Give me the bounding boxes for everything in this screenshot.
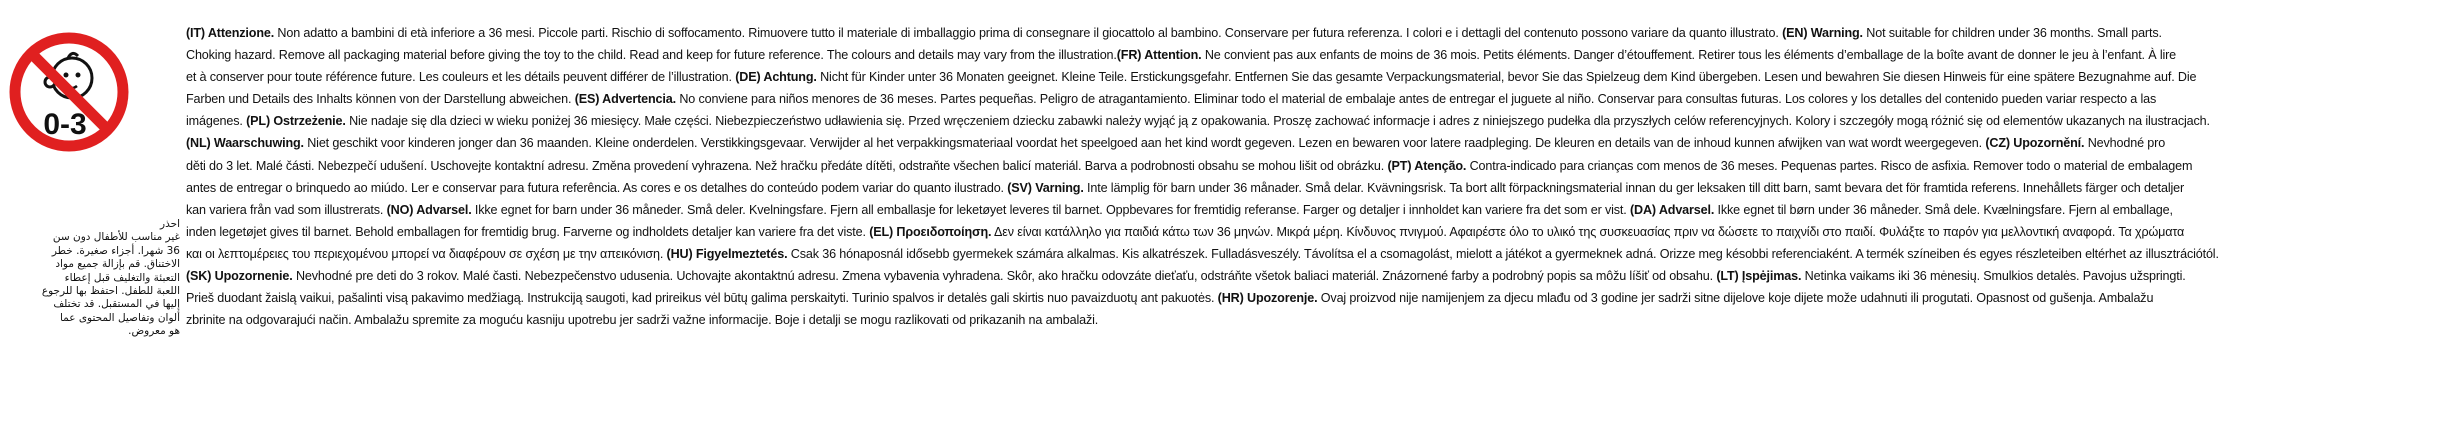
warning-text: Not suitable for children under 36 months. Small parts. — [1862, 26, 2162, 40]
language-heading: (DA) Advarsel. — [1629, 202, 1715, 217]
warning-text: Nie nadaje się dla dzieci w wieku poniżej 36 miesięcy. Małe części. Niebezpieczeństwo udławienia się. Przed wręczeniem dziecku zabawki należy wyjąć ją z opakowania. Proszę zachować informacje i adres z niniejszego pudełka dla przyszłych celów referencyjnych. Kolory i szczegóły mogą różnić się od elementów ukazanych na ilustracjach. — [345, 114, 2210, 129]
warning-text: Inte lämplig för barn under 36 månader. Små delar. Kvävningsrisk. Ta bort allt förpackningsmaterial innan du ger leksaken till ditt barn, samt bevara det för framtida referens. Innehållets färger och detaljer — [1083, 180, 2185, 195]
warning-text: Ne convient pas aux enfants de moins de 36 mois. Petits éléments. Danger d’étouffement. Retirer tous les éléments d’emballage de la boîte avant de donner le jeu à l’enfant. À lire — [1201, 48, 2177, 63]
arabic-warning-line: احذر — [160, 218, 180, 230]
arabic-warning-line: غير مناسب للأطفال دون سن — [52, 231, 180, 244]
warning-text: Nicht für Kinder unter 36 Monaten geeignet. Kleine Teile. Erstickungsgefahr. Entfernen Sie das gesamte Verpackungsmaterial, bevor Sie das Spielzeug dem Kind übergeben. Lesen und bewahren Sie diesen Hinweis für eine spätere Bezugnahme auf. Die — [816, 70, 2197, 85]
warning-text: Non adatto a bambini di età inferiore a 36 mesi. Piccole parti. Rischio di soffocamento. Rimuovere tutto il materiale di imballaggio prima di consegnare il giocattolo al bambino. Conservare per futura referenza. I colori e i dettagli del contenuto possono variare da quanto illustrato. — [274, 26, 1783, 40]
warning-text-line — [186, 199, 2430, 221]
warning-text: Ikke egnet for barn under 36 måneder. Små deler. Kvelningsfare. Fjern all emballasje for leketøyet leveres til barnet. Oppbevares for fremtidig referanse. Farger og detaljer i innholdet kan variere fra det som er vist. — [471, 202, 1630, 217]
language-heading: (NO) Advarsel. — [386, 202, 472, 217]
no-under-3-warning-icon — [8, 32, 130, 152]
warning-text: děti do 3 let. Malé části. Nebezpečí udušení. Uschovejte kontaktní adresu. Změna provedení vyhrazena. Než hračku předáte dítěti, odstraňte všechen balicí materiál. Barva a podrobnosti obsahu se mohou lišit od obrázku. — [186, 158, 1388, 173]
language-heading: (SV) Varning. — [1007, 180, 1084, 195]
language-heading: (EN) Warning. — [1782, 26, 1863, 40]
language-heading: (NL) Waarschuwing. — [186, 136, 304, 151]
arabic-warning-line: التعبئة والتغليف قبل إعطاء — [64, 271, 180, 284]
warning-text: imágenes. — [186, 114, 247, 129]
warning-text: και οι λεπτομέρειες του περιεχομένου μπορεί να διαφέρουν σε σχέση με την απεικόνιση. — [186, 246, 667, 261]
arabic-warning-line: 36 شهرا. أجزاء صغيرة. خطر — [51, 244, 180, 257]
arabic-warning-line: إليها في المستقبل. قد تختلف — [53, 298, 180, 311]
warning-text: Netinka vaikams iki 36 mėnesių. Smulkios detalės. Pavojus užspringti. — [1801, 269, 2186, 284]
language-heading: (SK) Upozornenie. — [186, 269, 293, 284]
warning-text: Nevhodné pre deti do 3 rokov. Malé časti. Nebezpečenstvo udusenia. Uchovajte akontaktnú adresu. Zmena vybavenia vyhradena. Skôr, ako hračku odovzáte dieťaťu, odstráňte všetok baliaci materiál. Znázornené farby a podrobný popis sa môžu líšiť od obsahu. — [292, 269, 1717, 284]
warning-text-line — [186, 66, 2430, 88]
warning-text: Contra-indicado para crianças com menos de 36 meses. Pequenas partes. Risco de asfixia. Remover todo o material de embalagem — [1466, 158, 2193, 173]
warning-text: Nevhodné pro — [2084, 136, 2166, 151]
warning-text: No conviene para niños menores de 36 meses. Partes pequeñas. Peligro de atragantamiento. Eliminar todo el material de embalaje antes de entregar el juguete al niño. Conservar para consultas futuras. Los colores y los detalles del contenido pueden variar respecto a las — [675, 92, 2157, 107]
warning-text-line — [186, 22, 2430, 44]
warning-text: Farben und Details des Inhalts können von der Darstellung abweichen. — [186, 92, 575, 107]
warning-text-line — [186, 44, 2430, 66]
warning-text: Choking hazard. Remove all packaging material before giving the toy to the child. Read and keep for future reference. The colours and details may vary from the illustration. — [186, 48, 1117, 63]
language-heading: (HR) Upozorenje. — [1217, 291, 1318, 306]
language-heading: (CZ) Upozornění. — [1985, 136, 2085, 151]
warning-text: Niet geschikt voor kinderen jonger dan 36 maanden. Kleine onderdelen. Verstikkingsgevaar. Verwijder al het verpakkingsmateriaal voordat het speelgoed aan het kind wordt gegeven. Lezen en bewaren voor latere raadpleging. De kleuren en details van de inhoud kunnen afwijken van wat wordt weergegeven. — [303, 136, 1986, 151]
arabic-warning-line: الاختناق. قم بإزالة جميع مواد — [55, 258, 180, 271]
warning-text: et à conserver pour toute référence future. Les couleurs et les détails peuvent différer de l’illustration. — [186, 70, 736, 85]
warning-text-line — [186, 221, 2430, 243]
language-heading: (ES) Advertencia. — [574, 92, 676, 107]
language-heading: (EL) Προειδοποίηση. — [869, 224, 992, 239]
warning-text: Csak 36 hónaposnál idősebb gyermekek számára alkalmas. Kis alkatrészek. Fulladásveszély. Távolítsa el a csomagolást, mielott a játékot a gyermeknek adná. Orizze meg késobbi referenciaként. A termék színeiben és egyes részleteiben eltérhet az illusztrációtól. — [787, 246, 2219, 261]
age-label: 0-3 — [43, 108, 87, 141]
warning-text-line — [186, 287, 2430, 309]
warning-text-line — [186, 88, 2430, 110]
language-heading: (FR) Attention. — [1116, 48, 1202, 63]
warning-text: zbrinite na odgovarajući način. Ambalažu spremite za moguću kasniju upotrebu jer sadrži važne informacije. Boje i detalji se mogu razlikovati od prikazanih na ambalaži. — [186, 313, 1099, 328]
multilingual-warning-text — [186, 22, 2430, 331]
warning-text: Prieš duodant žaislą vaikui, pašalinti visą pakavimo medžiagą. Instrukciją saugoti, kad prireikus vėl būtų galima perskaityti. Turinio spalvos ir detalės gali skirtis nuo pavaizduotų ant pakuotės. — [186, 291, 1218, 306]
language-heading: (LT) Įspėjimas. — [1716, 269, 1802, 284]
language-heading: (DE) Achtung. — [735, 70, 817, 85]
language-heading: (PT) Atenção. — [1387, 158, 1467, 173]
warning-text: Δεν είναι κατάλληλο για παιδιά κάτω των 36 μηνών. Μικρά μέρη. Κίνδυνος πνιγμού. Αφαιρέστε όλο το υλικό της συσκευασίας πριν να δώσετε το παιχνίδι στο παιδί. Φυλάξτε το παρόν για μελλοντική αναφορά. Τα χρώματα — [991, 224, 2185, 239]
warning-text-line — [186, 132, 2430, 154]
warning-text-line — [186, 110, 2430, 132]
arabic-warning-line: ألوان وتفاصيل المحتوى عما — [59, 311, 180, 324]
warning-text: kan variera från vad som illustrerats. — [186, 202, 387, 217]
arabic-warning-line: اللعبة للطفل. احتفظ بها للرجوع — [41, 285, 180, 298]
warning-text: Ovaj proizvod nije namijenjem za djecu mlađu od 3 godine jer sadrži sitne dijelove koje dijete može udahnuti ili progutati. Opasnost od gušenja. Ambalažu — [1317, 291, 2154, 306]
warning-text-line — [186, 309, 2430, 331]
warning-text: antes de entregar o brinquedo ao miúdo. Ler e conservar para futura referência. As cores e os detalhes do conteúdo podem variar do quanto ilustrado. — [186, 180, 1008, 195]
language-heading: (IT) Attenzione. — [186, 26, 275, 40]
warning-text-line — [186, 243, 2430, 265]
language-heading: (HU) Figyelmeztetés. — [666, 246, 788, 261]
warning-text-line — [186, 177, 2430, 199]
warning-text-line — [186, 155, 2430, 177]
arabic-warning — [4, 218, 180, 339]
warning-text: Ikke egnet til børn under 36 måneder. Små dele. Kvælningsfare. Fjern al emballage, — [1714, 202, 2173, 217]
warning-text-line — [186, 265, 2430, 287]
arabic-warning-line: هو معروض. — [128, 325, 180, 338]
language-heading: (PL) Ostrzeżenie. — [246, 114, 346, 129]
warning-text: inden legetøjet gives til barnet. Behold emballagen for fremtidig brug. Farverne og indholdets detaljer kan variere fra det viste. — [186, 224, 870, 239]
